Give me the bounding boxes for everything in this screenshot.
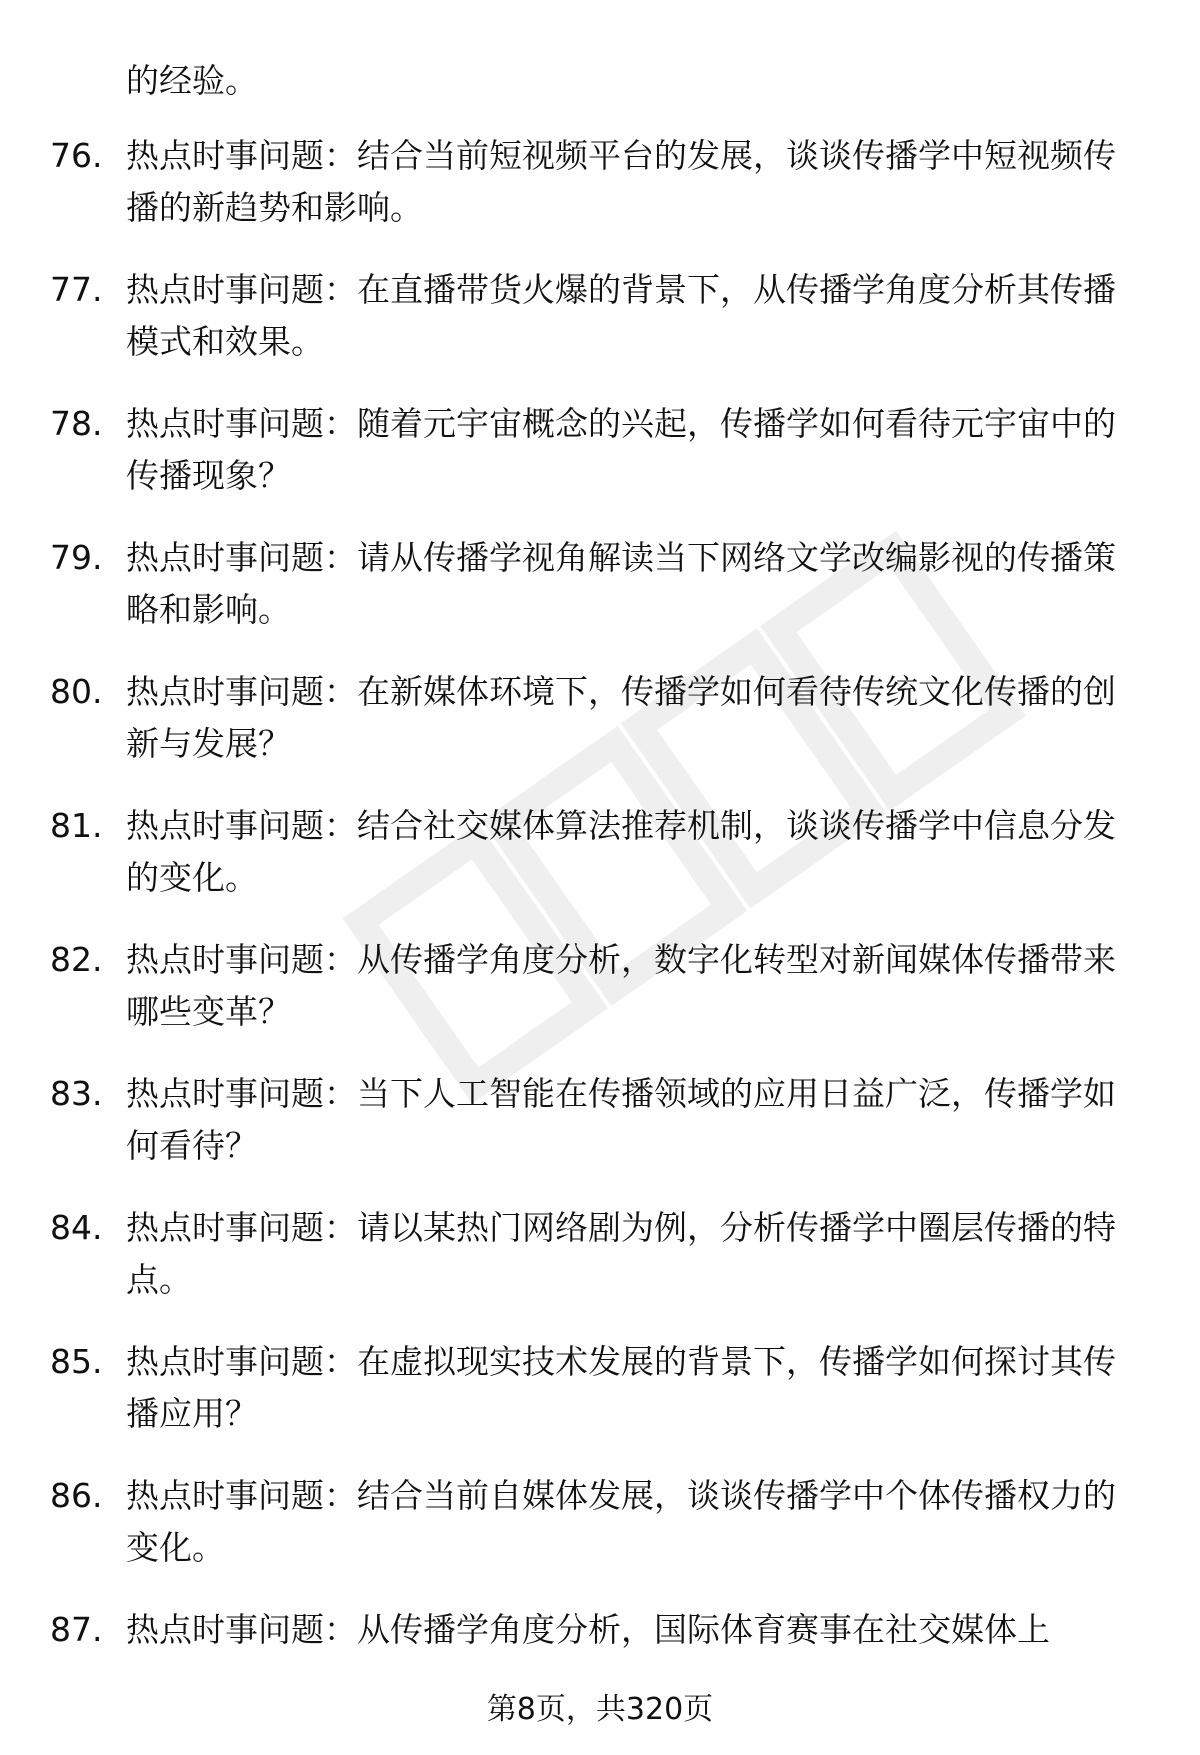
item-number: 82. — [50, 940, 103, 979]
item-number: 77. — [50, 270, 103, 309]
item-text: 热点时事问题：在虚拟现实技术发展的背景下，传播学如何探讨其传播应用？ — [126, 1342, 1116, 1433]
item-number: 79. — [50, 538, 103, 577]
item-number: 78. — [50, 404, 103, 443]
list-item — [0, 264, 1200, 398]
item-number: 84. — [50, 1208, 103, 1247]
item-text: 热点时事问题：结合当前自媒体发展，谈谈传播学中个体传播权力的变化。 — [126, 1476, 1116, 1567]
item-number: 87. — [50, 1610, 103, 1649]
item-number: 86. — [50, 1476, 103, 1515]
item-text: 热点时事问题：从传播学角度分析，数字化转型对新闻媒体传播带来哪些变革？ — [126, 940, 1116, 1031]
item-text: 热点时事问题：随着元宇宙概念的兴起，传播学如何看待元宇宙中的传播现象？ — [126, 404, 1116, 495]
item-text: 热点时事问题：当下人工智能在传播领域的应用日益广泛，传播学如何看待？ — [126, 1074, 1116, 1165]
list-item — [0, 800, 1200, 934]
item-text: 热点时事问题：结合当前短视频平台的发展，谈谈传播学中短视频传播的新趋势和影响。 — [126, 136, 1116, 227]
item-number: 83. — [50, 1074, 103, 1113]
item-number: 85. — [50, 1342, 103, 1381]
page-footer: 第8页，共320页 — [486, 1692, 714, 1727]
item-number: 80. — [50, 672, 103, 711]
list-item — [0, 532, 1200, 666]
item-text: 热点时事问题：请以某热门网络剧为例，分析传播学中圈层传播的特点。 — [126, 1208, 1116, 1299]
continuation-text: 的经验。 — [126, 61, 258, 100]
list-item — [0, 398, 1200, 532]
list-item — [0, 934, 1200, 1068]
item-text: 热点时事问题：结合社交媒体算法推荐机制，谈谈传播学中信息分发的变化。 — [126, 806, 1116, 897]
list-item — [0, 1068, 1200, 1202]
item-text: 热点时事问题：请从传播学视角解读当下网络文学改编影视的传播策略和影响。 — [126, 538, 1116, 629]
list-item — [0, 130, 1200, 264]
item-text: 热点时事问题：在直播带货火爆的背景下，从传播学角度分析其传播模式和效果。 — [126, 270, 1116, 361]
item-text: 热点时事问题：在新媒体环境下，传播学如何看待传统文化传播的创新与发展？ — [126, 672, 1116, 763]
list-item — [0, 1202, 1200, 1336]
item-text: 热点时事问题：从传播学角度分析，国际体育赛事在社交媒体上 — [126, 1610, 1050, 1649]
question-list — [0, 130, 1200, 1738]
item-number: 76. — [50, 136, 103, 175]
list-item — [0, 666, 1200, 800]
list-item — [0, 1336, 1200, 1470]
list-item — [0, 1470, 1200, 1604]
item-number: 81. — [50, 806, 103, 845]
